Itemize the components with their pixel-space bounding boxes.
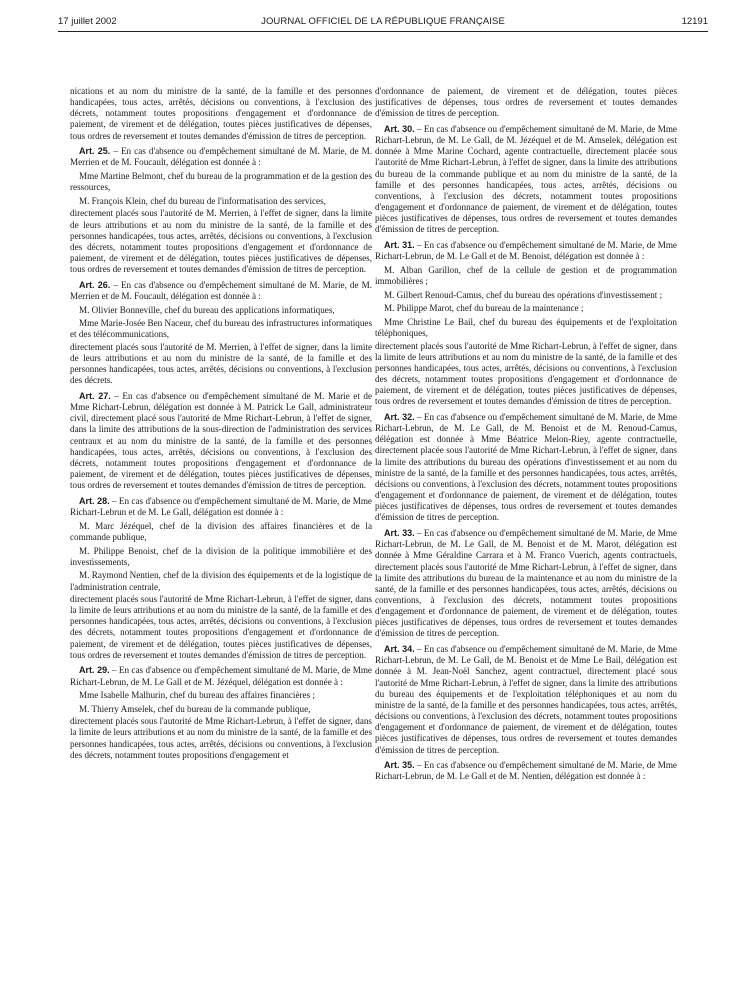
article-text: – En cas d'absence ou d'empêchement simultané de M. Marie, de M. Merrien et de M. Foucault, délégation est donnée à : [70, 279, 373, 301]
body-paragraph: directement placés sous l'autorité de Mme Richart-Lebrun, à l'effet de signer, dans la limite de leurs attributions et au nom du ministre de la santé, de la famille et des personnes handicapées, tous actes, arrêtés, décisions ou conventions, à l'exclusion des décrets, notamment toutes propositions d'engagement et [70, 716, 372, 760]
left-column [70, 86, 372, 762]
article-paragraph [375, 124, 677, 236]
article-text: – En cas d'absence ou d'empêchement simultané de M. Marie, de Mme Richart-Lebrun, de M. Le Gall et de M. Jézéquel, délégation est donnée à : [70, 665, 372, 687]
delegate-entry: M. Philippe Benoist, chef de la division de la politique immobilière et des investissements, [70, 545, 372, 567]
header-rule [58, 31, 708, 32]
delegate-entry: M. Olivier Bonneville, chef du bureau des applications informatiques, [79, 304, 335, 315]
body-paragraph: directement placés sous l'autorité de M. Merrien, à l'effet de signer, dans la limite de leurs attributions et au nom du ministre de la santé, de la famille et des personnes handicapées, tous actes, arrêtés, décisions ou conventions, à l'exclusion des décrets. [70, 341, 372, 386]
article-number: Art. 31. [384, 240, 415, 251]
body-paragraph: directement placés sous l'autorité de M. Merrien, à l'effet de signer, dans la limite de leurs attributions et au nom du ministre de la santé, de la famille et des personnes handicapées, tous actes, arrêtés, décisions ou conventions, à l'exclusion des décrets, notamment toutes propositions d'engagement et d'ordonnance de paiement, de virement et de délégation, toutes pièces justificatives de dépenses, tous ordres de reversement et toutes demandes d'émission de titres de perception. [70, 208, 372, 275]
article-number: Art. 34. [384, 644, 415, 655]
article-text: – En cas d'absence ou d'empêchement simultané de M. Marie, de Mme Richart-Lebrun, de M. Le Gall et de M. Nentien, délégation est donnée à : [375, 760, 677, 782]
article-paragraph [375, 412, 677, 524]
article-paragraph [70, 280, 372, 302]
right-column [375, 86, 677, 784]
body-paragraph: directement placés sous l'autorité de Mme Richart-Lebrun, à l'effet de signer, dans la limite de leurs attributions et au nom du ministre de la santé, de la famille et des personnes handicapées, tous actes, arrêtés, décisions ou conventions, à l'exclusion des décrets, notamment toutes propositions d'engagement et d'ordonnance de paiement, de virement et de délégation, toutes pièces justificatives de dépenses, tous ordres de reversement et toutes demandes d'émission de titres de perception. [375, 340, 677, 407]
article-number: Art. 26. [79, 279, 111, 290]
article-paragraph [70, 146, 372, 168]
delegate-entry: M. Raymond Nentien, chef de la division des équipements et de la logistique de l'administration centrale, [70, 570, 372, 592]
article-number: Art. 32. [384, 412, 415, 423]
article-paragraph [70, 665, 372, 687]
delegate-entry: M. Marc Jézéquel, chef de la division des affaires financières et de la commande publique, [70, 520, 372, 542]
article-number: Art. 25. [79, 146, 111, 157]
body-paragraph: d'ordonnance de paiement, de virement et de délégation, toutes pièces justificatives de dépenses, tous ordres de reversement et toutes demandes d'émission de titres de perception. [375, 86, 677, 119]
article-text: – En cas d'absence ou d'empêchement simultané de M. Marie, de Mme Richart-Lebrun, de M. Le Gall, de M. Benoist et de M. Renoud-Camus, délégation est donnée à Mme Béatrice Melon-Riey, agente contractuelle, directement placée sous l'autorité de Mme Richart-Lebrun, à l'effet de signer, dans la limite des attributions du bureau des opérations d'investissement et au nom du ministre de la santé, de la famille et des personnes handicapées, tous actes, arrêtés, décisions ou conventions, à l'exclusion des décrets, notamment toutes propositions d'engagement et d'ordonnance de paiement, de virement et de délégation, toutes pièces justificatives de dépenses, tous ordres de reversement et toutes demandes d'émission de titres de perception. [375, 412, 677, 523]
article-number: Art. 35. [384, 760, 415, 771]
delegate-entry: M. Thierry Amselek, chef du bureau de la commande publique, [79, 703, 311, 714]
article-text: – En cas d'absence ou d'empêchement simultané de M. Marie, de Mme Richart-Lebrun, de M. Le Gall, de M. Benoist et de Mme Le Bail, délégation est donnée à M. Jean-Noël Sanchez, agent contractuel, directement placé sous l'autorité de Mme Richart-Lebrun, à l'effet de signer, dans la limite des attributions du bureau des équipements et de l'exploitation téléphoniques et au nom du ministre de la santé, de la famille et des personnes handicapées, tous actes, arrêtés, décisions ou conventions, à l'exclusion des décrets, notamment toutes propositions d'engagement et d'ordonnance de paiement, de virement et de délégation, toutes pièces justificatives de dépenses, tous ordres de reversement et toutes demandes d'émission de titres de perception. [375, 644, 677, 755]
delegate-entry: Mme Christine Le Bail, chef du bureau des équipements et de l'exploitation téléphoniques, [375, 316, 677, 339]
delegate-entry: M. Philippe Marot, chef du bureau de la maintenance ; [384, 303, 584, 314]
article-paragraph [375, 644, 677, 756]
delegate-entry: M. Gilbert Renoud-Camus, chef du bureau des opérations d'investissement ; [384, 289, 663, 300]
article-text: – En cas d'absence ou d'empêchement simultané de M. Marie, de Mme Richart-Lebrun et de M. Le Gall, délégation est donnée à : [70, 495, 372, 518]
article-paragraph [375, 240, 677, 262]
article-number: Art. 30. [384, 123, 415, 134]
delegate-entry: Mme Isabelle Malhurin, chef du bureau des affaires financières ; [79, 690, 315, 701]
article-paragraph [375, 760, 677, 782]
issue-date: 17 juillet 2002 [58, 16, 117, 27]
page-number: 12191 [681, 16, 708, 27]
article-number: Art. 29. [79, 665, 110, 676]
article-text: – En cas d'absence ou d'empêchement simultané de M. Marie, de Mme Richart-Lebrun, de M. Le Gall, de M. Jézéquel et de M. Amselek, délégation est donnée à Mme Marine Cochard, agente contractuelle, directement placée sous l'autorité de Mme Richart-Lebrun, à l'effet de signer, dans la limite des attributions du bureau de la commande publique et au nom du ministre de la santé, de la famille et des personnes handicapées, tous actes, arrêtés, décisions ou conventions, à l'exclusion des décrets, notamment toutes propositions d'engagement et d'ordonnance de paiement, de virement et de délégation, toutes pièces justificatives de dépenses, tous ordres de reversement et toutes demandes d'émission de titres de perception. [375, 123, 677, 235]
body-paragraph: directement placés sous l'autorité de Mme Richart-Lebrun, à l'effet de signer, dans la limite de leurs attributions et au nom du ministre de la santé, de la famille et des personnes handicapées, tous actes, arrêtés, décisions ou conventions, à l'exclusion des décrets, notamment toutes propositions d'engagement et d'ordonnance de paiement, de virement et de délégation, toutes pièces justificatives de dépenses, tous ordres de reversement et toutes demandes d'émission de titres de perception. [70, 593, 372, 660]
article-text: – En cas d'absence ou d'empêchement simultané de M. Marie et de Mme Richart-Lebrun, délégation est donnée à M. Patrick Le Gall, administrateur civil, directement placé sous l'autorité de Mme Richart-Lebrun, à l'effet de signer, dans la limite des attributions de la sous-direction de l'administration des services centraux et au nom du ministre de la santé, de la famille et des personnes handicapées, tous actes, arrêtés, décisions ou conventions, à l'exclusion des décrets, notamment toutes propositions d'engagement et d'ordonnance de paiement, de virement et de délégation, toutes pièces justificatives de dépenses, tous ordres de reversement et toutes demandes d'émission de titres de perception. [70, 391, 372, 491]
delegate-entry: Mme Marie-Josée Ben Naceur, chef du bureau des infrastructures informatiques et des télécommunications, [70, 318, 372, 340]
delegate-entry: M. Alban Garillon, chef de la cellule de gestion et de programmation immobilières ; [375, 264, 677, 286]
article-text: – En cas d'absence ou d'empêchement simultané de M. Marie, de M. Merrien et de M. Foucault, délégation est donnée à : [70, 146, 373, 168]
delegate-entry: M. François Klein, chef du bureau de l'informatisation des services, [79, 195, 326, 206]
article-paragraph [70, 391, 372, 491]
article-text: – En cas d'absence ou d'empêchement simultané de M. Marie, de Mme Richart-Lebrun, de M. Le Gall, de M. Benoist et de M. Marot, délégation est donnée à Mme Géraldine Carrara et à M. Franco Vuerich, agents contractuels, directement placés sous l'autorité de Mme Richart-Lebrun, à l'effet de signer, dans la limite des attributions du bureau de la maintenance et au nom du ministre de la santé, de la famille et des personnes handicapées, tous actes, arrêtés, décisions ou conventions, à l'exclusion des décrets, notamment toutes propositions d'engagement et d'ordonnance de paiement, de virement et de délégation, toutes pièces justificatives de dépenses, tous ordres de reversement et toutes demandes d'émission de titres de perception. [375, 528, 677, 639]
article-paragraph [70, 496, 372, 518]
body-paragraph: nications et au nom du ministre de la santé, de la famille et des personnes handicapées, tous actes, arrêtés, décisions ou conventions, à l'exclusion des décrets, notamment toutes propositions d'engagement et d'ordonnance de paiement, de virement et de délégation, toutes pièces justificatives de dépenses, tous ordres de reversement et toutes demandes d'émission de titres de perception. [70, 86, 372, 141]
article-number: Art. 27. [79, 391, 111, 401]
article-paragraph [375, 528, 677, 640]
article-text: – En cas d'absence ou d'empêchement simultané de M. Marie, de Mme Richart-Lebrun, de M. Le Gall et de M. Benoist, délégation est donnée à : [375, 240, 677, 262]
article-number: Art. 28. [79, 495, 110, 506]
article-number: Art. 33. [384, 528, 415, 539]
delegate-entry: Mme Martine Belmont, chef du bureau de la programmation et de la gestion des ressources, [70, 171, 372, 193]
journal-title: JOURNAL OFFICIEL DE LA RÉPUBLIQUE FRANÇAISE [261, 16, 505, 27]
page-header [58, 16, 708, 30]
